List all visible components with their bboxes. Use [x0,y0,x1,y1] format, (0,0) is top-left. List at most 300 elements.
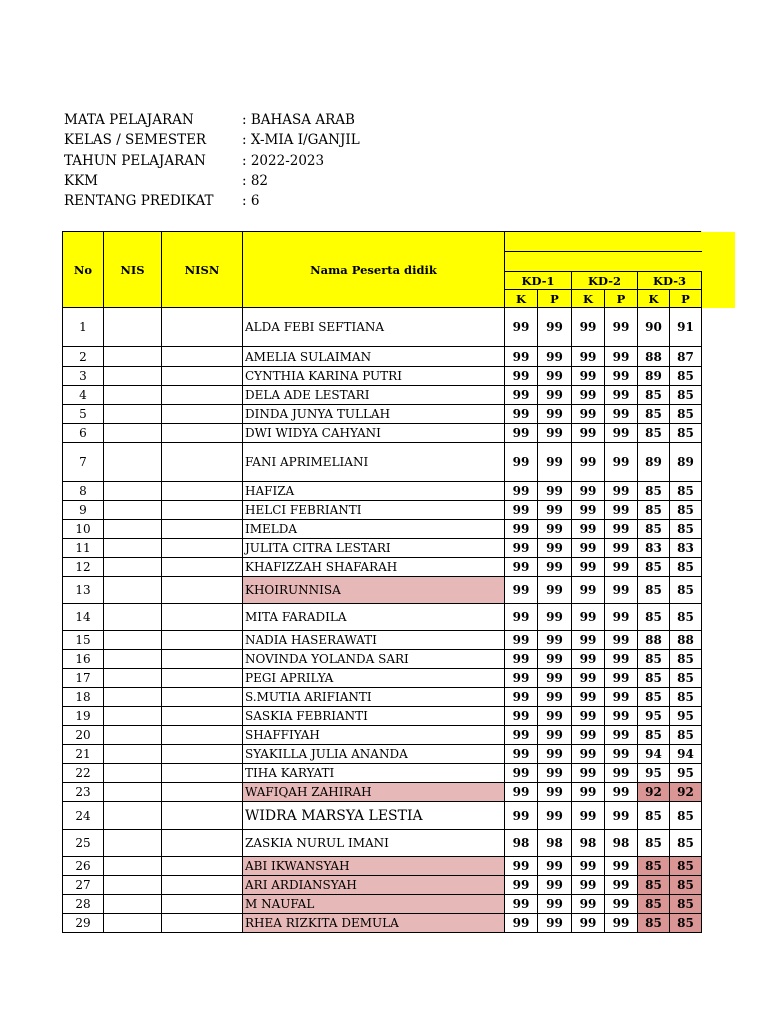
score-cell: 99 [505,764,538,783]
score-cell: 99 [505,914,538,933]
student-name: SASKIA FEBRIANTI [243,707,505,726]
student-name: ALDA FEBI SEFTIANA [243,308,505,347]
score-cell: 99 [605,631,638,650]
score-cell: 99 [605,577,638,604]
nisn-cell [162,501,243,520]
info-row-range [64,191,360,211]
score-cell: 88 [638,631,670,650]
score-cell: 99 [538,539,572,558]
table-row [63,631,702,650]
student-name: RHEA RIZKITA DEMULA [243,914,505,933]
score-cell: 99 [505,688,538,707]
nisn-cell [162,482,243,501]
row-number: 17 [63,669,104,688]
score-cell: 90 [638,308,670,347]
score-cell: 95 [638,707,670,726]
score-cell: 88 [638,347,670,367]
info-row-year [64,151,360,171]
score-cell: 99 [572,386,605,405]
row-number: 23 [63,783,104,802]
score-cell: 99 [538,604,572,631]
nis-cell [104,558,162,577]
header-blank-top [505,232,702,252]
nisn-cell [162,783,243,802]
score-cell: 99 [572,783,605,802]
nisn-cell [162,688,243,707]
row-number: 3 [63,367,104,386]
info-row-subject [64,110,360,130]
header-fill-extension [700,232,735,308]
score-cell: 85 [670,386,702,405]
score-cell: 83 [638,539,670,558]
row-number: 2 [63,347,104,367]
table-row [63,386,702,405]
score-cell: 99 [505,539,538,558]
score-cell: 99 [572,424,605,443]
score-cell: 99 [605,520,638,539]
nisn-cell [162,707,243,726]
nis-cell [104,347,162,367]
score-cell: 99 [505,386,538,405]
score-cell: 99 [505,520,538,539]
score-cell: 99 [605,669,638,688]
score-cell: 85 [638,688,670,707]
score-cell: 99 [505,443,538,482]
row-number: 1 [63,308,104,347]
student-name: SYAKILLA JULIA ANANDA [243,745,505,764]
student-name: FANI APRIMELIANI [243,443,505,482]
table-row [63,367,702,386]
score-cell: 99 [572,405,605,424]
score-cell: 85 [670,367,702,386]
nisn-cell [162,857,243,876]
score-cell: 89 [638,443,670,482]
score-cell: 99 [538,405,572,424]
score-cell: 85 [670,501,702,520]
row-number: 7 [63,443,104,482]
table-row [63,783,702,802]
score-cell: 85 [638,650,670,669]
row-number: 8 [63,482,104,501]
nis-cell [104,707,162,726]
score-cell: 99 [572,669,605,688]
score-cell: 85 [670,650,702,669]
score-cell: 99 [505,745,538,764]
nis-cell [104,783,162,802]
score-cell: 99 [538,443,572,482]
score-cell: 99 [605,604,638,631]
score-cell: 85 [670,876,702,895]
score-cell: 99 [605,914,638,933]
header-name: Nama Peserta didik [243,232,505,308]
header-p: P [538,290,572,308]
row-number: 26 [63,857,104,876]
table-row [63,669,702,688]
nisn-cell [162,650,243,669]
score-cell: 99 [605,783,638,802]
header-p: P [605,290,638,308]
info-value: : 82 [242,173,269,190]
row-number: 10 [63,520,104,539]
student-rows [63,308,702,933]
score-cell: 85 [638,669,670,688]
score-cell: 99 [505,501,538,520]
score-cell: 88 [670,631,702,650]
score-cell: 85 [638,857,670,876]
table-row [63,876,702,895]
nis-cell [104,520,162,539]
score-cell: 99 [505,707,538,726]
table-row [63,830,702,857]
nis-cell [104,631,162,650]
student-name: AMELIA SULAIMAN [243,347,505,367]
info-label: KKM [64,173,98,190]
score-cell: 95 [638,764,670,783]
score-cell: 98 [572,830,605,857]
score-cell: 85 [638,520,670,539]
score-cell: 89 [670,443,702,482]
score-cell: 99 [605,424,638,443]
score-cell: 85 [670,688,702,707]
nisn-cell [162,443,243,482]
score-cell: 85 [638,482,670,501]
subject-info [64,110,360,211]
header-nisn: NISN [162,232,243,308]
nisn-cell [162,347,243,367]
table-row [63,895,702,914]
score-cell: 85 [670,669,702,688]
score-cell: 99 [538,688,572,707]
table-row [63,501,702,520]
table-row [63,764,702,783]
score-cell: 85 [670,830,702,857]
table-row [63,577,702,604]
nisn-cell [162,386,243,405]
nis-cell [104,577,162,604]
header-k: K [572,290,605,308]
table-row [63,726,702,745]
score-cell: 99 [505,783,538,802]
row-number: 19 [63,707,104,726]
student-name: DELA ADE LESTARI [243,386,505,405]
score-cell: 99 [572,802,605,830]
nis-cell [104,895,162,914]
score-cell: 85 [670,482,702,501]
score-cell: 99 [572,726,605,745]
score-cell: 98 [605,830,638,857]
score-cell: 99 [572,520,605,539]
info-value: : BAHASA ARAB [242,112,355,129]
score-cell: 99 [605,857,638,876]
score-cell: 99 [538,424,572,443]
nis-cell [104,308,162,347]
score-cell: 99 [572,876,605,895]
nisn-cell [162,631,243,650]
score-cell: 85 [670,577,702,604]
header-kd-2: KD-2 [572,272,638,290]
table-row [63,650,702,669]
student-name: WIDRA MARSYA LESTIA [243,802,505,830]
score-cell: 99 [538,895,572,914]
score-cell: 99 [605,558,638,577]
nis-cell [104,443,162,482]
score-cell: 99 [538,308,572,347]
row-number: 11 [63,539,104,558]
score-cell: 99 [505,482,538,501]
student-name: DWI WIDYA CAHYANI [243,424,505,443]
info-label: MATA PELAJARAN [64,112,194,129]
score-cell: 85 [670,895,702,914]
score-cell: 99 [572,857,605,876]
score-cell: 99 [505,367,538,386]
header-nis: NIS [104,232,162,308]
score-cell: 94 [638,745,670,764]
table-row [63,424,702,443]
nis-cell [104,876,162,895]
score-cell: 99 [605,802,638,830]
score-cell: 99 [572,707,605,726]
score-cell: 99 [605,367,638,386]
score-cell: 99 [605,501,638,520]
row-number: 21 [63,745,104,764]
score-cell: 99 [505,726,538,745]
student-name: CYNTHIA KARINA PUTRI [243,367,505,386]
nis-cell [104,830,162,857]
row-number: 24 [63,802,104,830]
table-row [63,688,702,707]
nis-cell [104,424,162,443]
nisn-cell [162,405,243,424]
table-row [63,558,702,577]
score-cell: 99 [572,443,605,482]
nisn-cell [162,830,243,857]
score-cell: 99 [605,443,638,482]
score-cell: 99 [605,405,638,424]
score-cell: 85 [670,857,702,876]
nis-cell [104,669,162,688]
info-value: : 6 [242,193,260,210]
score-cell: 89 [638,367,670,386]
student-name: KHAFIZZAH SHAFARAH [243,558,505,577]
score-cell: 99 [538,764,572,783]
info-label: KELAS / SEMESTER [64,132,207,149]
score-cell: 99 [572,308,605,347]
table-row [63,539,702,558]
student-name: WAFIQAH ZAHIRAH [243,783,505,802]
row-number: 18 [63,688,104,707]
header-kd-1: KD-1 [505,272,572,290]
table-row [63,520,702,539]
score-cell: 99 [538,520,572,539]
table-row [63,745,702,764]
nis-cell [104,745,162,764]
nis-cell [104,604,162,631]
student-name: S.MUTIA ARIFIANTI [243,688,505,707]
score-cell: 83 [670,539,702,558]
score-cell: 85 [670,604,702,631]
row-number: 6 [63,424,104,443]
header-kd-3: KD-3 [638,272,702,290]
score-cell: 99 [505,876,538,895]
score-cell: 99 [572,558,605,577]
score-cell: 85 [670,405,702,424]
info-value: : 2022-2023 [242,152,325,169]
score-cell: 99 [538,558,572,577]
nisn-cell [162,520,243,539]
score-cell: 99 [538,857,572,876]
student-name: M NAUFAL [243,895,505,914]
score-cell: 99 [538,347,572,367]
score-cell: 85 [670,914,702,933]
nis-cell [104,764,162,783]
nis-cell [104,405,162,424]
score-cell: 85 [638,914,670,933]
table-row [63,604,702,631]
row-number: 4 [63,386,104,405]
score-cell: 99 [538,745,572,764]
score-cell: 85 [670,558,702,577]
row-number: 12 [63,558,104,577]
score-cell: 99 [572,501,605,520]
score-cell: 99 [505,424,538,443]
nis-cell [104,501,162,520]
score-cell: 85 [638,604,670,631]
nisn-cell [162,604,243,631]
info-value: : X-MIA I/GANJIL [242,132,360,149]
nisn-cell [162,745,243,764]
score-cell: 85 [638,577,670,604]
score-cell: 85 [638,405,670,424]
row-number: 22 [63,764,104,783]
table-row [63,347,702,367]
score-cell: 85 [638,726,670,745]
score-cell: 99 [505,577,538,604]
score-cell: 99 [605,895,638,914]
table-row [63,482,702,501]
score-cell: 99 [538,650,572,669]
score-cell: 85 [670,802,702,830]
score-cell: 99 [538,669,572,688]
nisn-cell [162,764,243,783]
score-cell: 99 [572,367,605,386]
score-cell: 99 [572,745,605,764]
score-cell: 99 [538,501,572,520]
nisn-cell [162,308,243,347]
score-cell: 99 [572,482,605,501]
nisn-cell [162,367,243,386]
score-cell: 99 [538,726,572,745]
header-no: No [63,232,104,308]
score-cell: 85 [670,726,702,745]
student-name: ARI ARDIANSYAH [243,876,505,895]
score-cell: 87 [670,347,702,367]
header-k: K [638,290,670,308]
info-label: RENTANG PREDIKAT [64,193,214,210]
score-cell: 99 [505,895,538,914]
score-cell: 99 [538,386,572,405]
score-cell: 99 [605,650,638,669]
row-number: 15 [63,631,104,650]
score-cell: 99 [605,688,638,707]
score-cell: 99 [572,631,605,650]
row-number: 14 [63,604,104,631]
score-cell: 99 [538,876,572,895]
score-cell: 99 [572,688,605,707]
score-cell: 99 [538,367,572,386]
header-blank-mid [505,252,702,272]
row-number: 20 [63,726,104,745]
row-number: 16 [63,650,104,669]
score-cell: 91 [670,308,702,347]
nisn-cell [162,577,243,604]
score-cell: 99 [572,577,605,604]
score-cell: 99 [505,347,538,367]
score-cell: 99 [605,707,638,726]
score-cell: 99 [605,745,638,764]
row-number: 9 [63,501,104,520]
score-cell: 99 [538,914,572,933]
info-row-class [64,130,360,150]
nis-cell [104,386,162,405]
table-row [63,857,702,876]
student-name: DINDA JUNYA TULLAH [243,405,505,424]
nisn-cell [162,424,243,443]
student-name: ZASKIA NURUL IMANI [243,830,505,857]
nisn-cell [162,876,243,895]
score-cell: 99 [605,347,638,367]
score-cell: 85 [638,876,670,895]
score-cell: 99 [505,669,538,688]
score-cell: 99 [505,631,538,650]
student-name: MITA FARADILA [243,604,505,631]
score-cell: 99 [505,558,538,577]
info-label: TAHUN PELAJARAN [64,152,206,169]
nisn-cell [162,914,243,933]
score-cell: 99 [538,802,572,830]
table-row [63,308,702,347]
student-name: NADIA HASERAWATI [243,631,505,650]
student-name: ABI IKWANSYAH [243,857,505,876]
nisn-cell [162,669,243,688]
student-name: PEGI APRILYA [243,669,505,688]
table-row [63,405,702,424]
score-cell: 85 [670,520,702,539]
table-row [63,707,702,726]
nis-cell [104,539,162,558]
student-name: SHAFFIYAH [243,726,505,745]
score-cell: 99 [538,631,572,650]
row-number: 13 [63,577,104,604]
score-cell: 85 [638,558,670,577]
student-name: TIHA KARYATI [243,764,505,783]
score-cell: 95 [670,764,702,783]
nis-cell [104,857,162,876]
student-name: IMELDA [243,520,505,539]
score-cell: 99 [538,783,572,802]
info-row-kkm [64,171,360,191]
score-cell: 99 [605,726,638,745]
row-number: 5 [63,405,104,424]
student-name: NOVINDA YOLANDA SARI [243,650,505,669]
nisn-cell [162,726,243,745]
score-cell: 99 [605,308,638,347]
score-cell: 92 [670,783,702,802]
score-cell: 92 [638,783,670,802]
score-cell: 94 [670,745,702,764]
score-cell: 99 [572,604,605,631]
row-number: 25 [63,830,104,857]
score-cell: 85 [638,830,670,857]
